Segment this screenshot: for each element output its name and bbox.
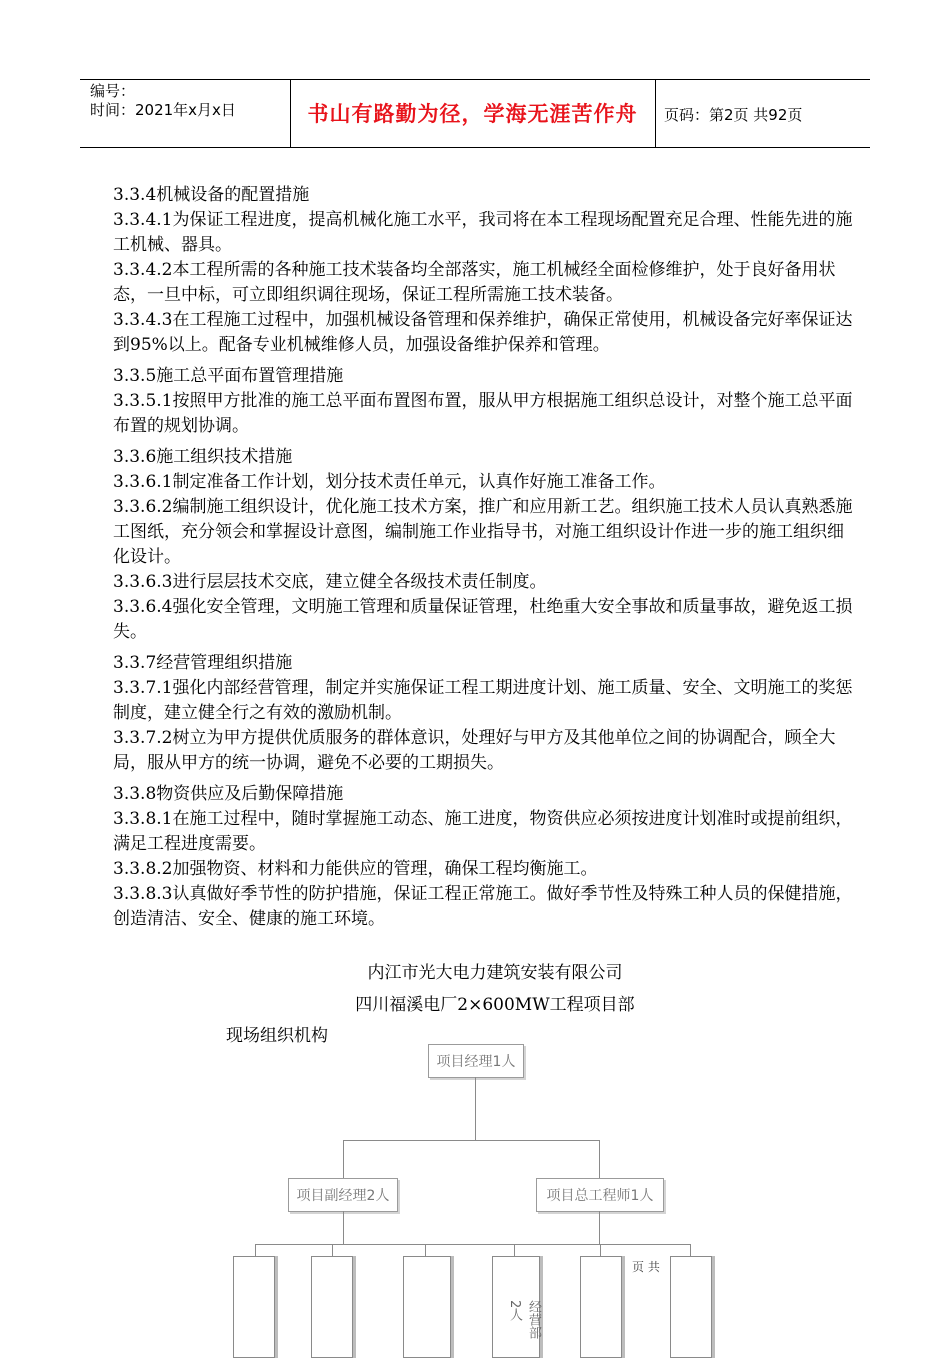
- connector: [600, 1244, 601, 1256]
- paragraph: 3.3.6.2编制施工组织设计，优化施工技术方案，推广和应用新工艺。组织施工技术人员认真熟悉施工图纸，充分领会和掌握设计意图，编制施工作业指导书，对施工组织设计作进一步的施工组织细化设计。: [113, 497, 853, 567]
- connector: [343, 1140, 344, 1178]
- paragraph: 3.3.6.1制定准备工作计划，划分技术责任单元，认真作好施工准备工作。: [113, 472, 666, 492]
- connector: [343, 1211, 344, 1244]
- header-divider-left: [290, 79, 291, 148]
- section-heading: 3.3.7经营管理组织措施: [113, 653, 293, 673]
- paragraph: 3.3.6.3进行层层技术交底，建立健全各级技术责任制度。: [113, 572, 547, 592]
- paragraph: 3.3.7.1强化内部经营管理，制定并实施保证工程工期进度计划、施工质量、安全、文明施工的奖惩制度，建立健全行之有效的激励机制。: [113, 678, 853, 723]
- org-node-dept: [311, 1256, 353, 1358]
- connector: [343, 1140, 600, 1141]
- connector: [255, 1244, 256, 1256]
- section: [113, 364, 853, 439]
- document-number: 编号：: [90, 82, 136, 100]
- org-node-dept: [233, 1256, 275, 1358]
- header-bottom-rule: [80, 147, 870, 148]
- footer-page-mark: 页 共: [632, 1260, 660, 1274]
- header-top-rule: [80, 79, 870, 80]
- connector: [475, 1077, 476, 1140]
- paragraph: 3.3.4.1为保证工程进度，提高机械化施工水平，我司将在本工程现场配置充足合理、性能先进的施工机械、器具。: [113, 210, 853, 255]
- org-node-deputy-manager: 项目副经理2人: [288, 1178, 398, 1212]
- org-node-dept: [403, 1256, 451, 1358]
- paragraph: 3.3.8.3认真做好季节性的防护措施，保证工程正常施工。做好季节性及特殊工种人员的保健措施，创造清洁、安全、健康的施工环境。: [113, 884, 853, 929]
- connector: [599, 1140, 600, 1178]
- document-body: [113, 183, 853, 932]
- section-heading: 3.3.5施工总平面布置管理措施: [113, 366, 344, 386]
- company-name: 内江市光大电力建筑安装有限公司: [367, 963, 623, 983]
- org-chart-title: 现场组织机构: [226, 1026, 328, 1046]
- connector: [425, 1244, 426, 1256]
- org-node-dept: [670, 1256, 712, 1358]
- section-heading: 3.3.8物资供应及后勤保障措施: [113, 784, 344, 804]
- section: [113, 445, 853, 645]
- connector: [690, 1244, 691, 1256]
- connector: [599, 1211, 600, 1244]
- section: [113, 183, 853, 358]
- header-meta: [90, 82, 236, 120]
- paragraph: 3.3.6.4强化安全管理，文明施工管理和质量保证管理，杜绝重大安全事故和质量事故，避免返工损失。: [113, 597, 853, 642]
- section: [113, 782, 853, 932]
- header-divider-right: [655, 79, 656, 148]
- paragraph: 3.3.8.2加强物资、材料和力能供应的管理，确保工程均衡施工。: [113, 859, 598, 879]
- paragraph: 3.3.4.3在工程施工过程中，加强机械设备管理和保养维护，确保正常使用，机械设备完好率保证达到95%以上。配备专业机械维修人员，加强设备维护保养和管理。: [113, 310, 853, 355]
- org-node-chief-engineer: 项目总工程师1人: [536, 1178, 664, 1212]
- connector: [255, 1244, 690, 1245]
- page-number: 页码：第2页 共92页: [664, 106, 803, 124]
- document-date: 时间：2021年x月x日: [90, 101, 236, 119]
- section: [113, 651, 853, 776]
- project-name: 四川福溪电厂2×600MW工程项目部: [355, 995, 635, 1015]
- paragraph: 3.3.7.2树立为甲方提供优质服务的群体意识，处理好与甲方及其他单位之间的协调配合，顾全大局，服从甲方的统一协调，避免不必要的工期损失。: [113, 728, 836, 773]
- connector: [332, 1244, 333, 1256]
- paragraph: 3.3.8.1在施工过程中，随时掌握施工动态、施工进度，物资供应必须按进度计划准时或提前组织，满足工程进度需要。: [113, 809, 853, 854]
- header-motto: 书山有路勤为径，学海无涯苦作舟: [307, 102, 638, 126]
- section-heading: 3.3.6施工组织技术措施: [113, 447, 293, 467]
- section-heading: 3.3.4机械设备的配置措施: [113, 185, 310, 205]
- org-node-dept: [580, 1256, 622, 1358]
- paragraph: 3.3.4.2本工程所需的各种施工技术装备均全部落实，施工机械经全面检修维护，处于良好备用状态，一旦中标，可立即组织调往现场，保证工程所需施工技术装备。: [113, 260, 836, 305]
- org-node-dept-label: 经营部2人: [507, 1300, 541, 1339]
- paragraph: 3.3.5.1按照甲方批准的施工总平面布置图布置，服从甲方根据施工组织总设计，对整个施工总平面布置的规划协调。: [113, 391, 853, 436]
- connector: [514, 1244, 515, 1256]
- org-node-project-manager: 项目经理1人: [428, 1044, 524, 1078]
